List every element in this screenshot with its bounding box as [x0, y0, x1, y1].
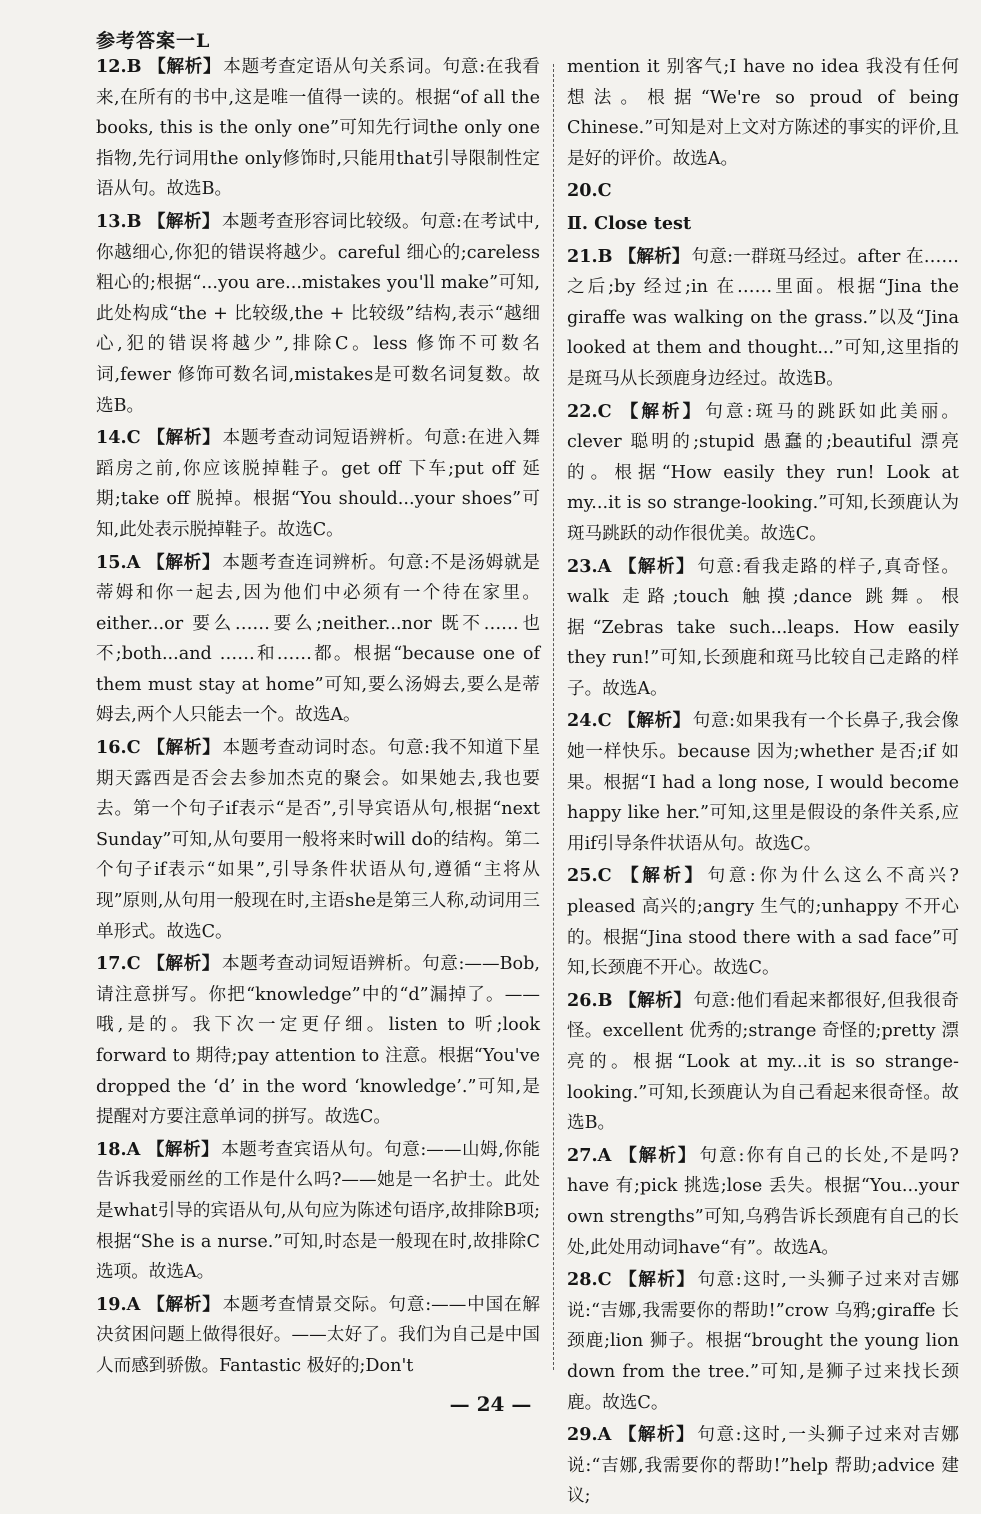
- answer-entry-13: [96, 207, 540, 421]
- entry-number: 18.: [96, 1138, 127, 1160]
- answer-entry-18: [96, 1135, 540, 1288]
- entry-answer: A: [126, 1293, 141, 1315]
- analysis-tag: 【解析】: [617, 555, 696, 577]
- entry-answer: C: [126, 427, 141, 449]
- entry-answer: C: [126, 737, 141, 759]
- entry-number: 21.: [567, 245, 598, 267]
- analysis-tag: 【解析】: [147, 210, 220, 232]
- entry-text: 本题考查定语从句关系词。句意:在我看来,在所有的书中,这是唯一值得一读的。根据“of all the books, this is the only one”可知先行词the only one指物,先行词用the only修饰时,只能用that引导限制性定语从句。故选B。: [96, 57, 540, 200]
- entry-number: 17.: [96, 953, 127, 975]
- entry-number: 14.: [96, 427, 127, 449]
- entry-number: 12.: [96, 56, 127, 77]
- entry-text: 句意:你有自己的长处,不是吗? have 有;pick 挑选;lose 丢失。根据“You...your own strengths”可知,乌鸦告诉长颈鹿有自己的长处,此处用动词have“有”。故选A。: [567, 1145, 959, 1258]
- analysis-tag: 【解析】: [146, 737, 221, 759]
- entry-text: 本题考查宾语从句。句意:——山姆,你能告诉我爱丽丝的工作是什么吗?——她是一名护士。此处是what引导的宾语从句,从句应为陈述句语序,故排除B项;根据“She is a nurse.”可知,时态是一般现在时,故排除C选项。故选A。: [96, 1139, 540, 1283]
- answer-entry-29: [567, 1420, 959, 1512]
- entry-number: 22.: [567, 400, 598, 422]
- answer-entry-20: [567, 176, 959, 207]
- column-divider: [553, 64, 554, 1370]
- entry-text: 本题考查动词短语辨析。句意:在进入舞蹈房之前,你应该脱掉鞋子。get off 下车;put off 延期;take off 脱掉。根据“You should...your shoes”可知,此处表示脱掉鞋子。故选C。: [96, 428, 540, 540]
- entry-answer: B: [126, 56, 142, 77]
- analysis-tag: 【解析】: [617, 400, 704, 422]
- analysis-tag: 【解析】: [146, 1293, 221, 1315]
- entry-text: 句意:如果我有一个长鼻子,我会像她一样快乐。because 因为;whether 是否;if 如果。根据“I had a long nose, I would become happy like her.”可知,这里是假设的条件关系,应用if引导条件状语从句。故选C。: [567, 711, 959, 854]
- analysis-tag: 【解析】: [147, 56, 222, 77]
- entry-number: 26.: [567, 989, 598, 1011]
- entry-answer: B: [597, 989, 613, 1011]
- analysis-tag: 【解析】: [146, 953, 220, 975]
- entry-answer: C: [597, 400, 612, 422]
- entry-answer: C: [126, 953, 141, 975]
- entry-number: 20.: [567, 180, 598, 202]
- analysis-tag: 【解析】: [617, 1144, 698, 1166]
- entry-answer: A: [597, 1424, 612, 1446]
- entry-number: 29.: [567, 1424, 598, 1446]
- answer-entry-17: [96, 949, 540, 1133]
- entry-number: 24.: [567, 710, 598, 732]
- entry-text: 句意:你为什么这么不高兴? pleased 高兴的;angry 生气的;unhappy 不开心的。根据“Jina stood there with a sad face”可知,长颈鹿不开心。故选C。: [567, 866, 959, 979]
- entry-text: 本题考查连词辨析。句意:不是汤姆就是蒂姆和你一起去,因为他们中必须有一个待在家里。either...or 要么……要么;neither...nor 既不……也不;both...and ……和……都。根据“because one of them must stay at home”可知,要么汤姆去,要么是蒂姆去,两个人只能去一个。故选A。: [96, 552, 540, 726]
- answer-entry-26: [567, 986, 959, 1139]
- left-column: [96, 52, 540, 1384]
- analysis-tag: 【解析】: [618, 989, 692, 1011]
- entry-number: 23.: [567, 555, 598, 577]
- entry-text: 句意:这时,一头狮子过来对吉娜说:“吉娜,我需要你的帮助!”crow 乌鸦;giraffe 长颈鹿;lion 狮子。根据“brought the young lion down from the tree.”可知,是狮子过来找长颈鹿。故选C。: [567, 1270, 959, 1413]
- entry-answer: A: [126, 1138, 141, 1160]
- analysis-tag: 【解析】: [618, 245, 690, 267]
- answer-entry-25: [567, 861, 959, 983]
- page-number: — 24 —: [449, 1392, 532, 1416]
- answer-entry-19-continued: mention it 别客气;I have no idea 我没有任何想法。根据“We're so proud of being Chinese.”可知是对上文对方陈述的事实的评价,且是好的评价。故选A。: [567, 57, 959, 169]
- answer-entry-16: [96, 733, 540, 947]
- answer-entry-12: [96, 52, 540, 205]
- answer-entry-24: [567, 706, 959, 859]
- entry-number: 25.: [567, 865, 598, 887]
- entry-number: 16.: [96, 737, 127, 759]
- entry-text: 句意:他们看起来都很好,但我很奇怪。excellent 优秀的;strange 奇怪的;pretty 漂亮的。根据“Look at my...it is so strange-looking.”可知,长颈鹿认为自己看起来很奇怪。故选B。: [567, 990, 959, 1134]
- answer-entry-19: [96, 1290, 540, 1382]
- entry-text: 本题考查情景交际。句意:——中国在解决贫困问题上做得很好。——太好了。我们为自己是中国人而感到骄傲。Fantastic 极好的;Don't: [96, 1294, 540, 1376]
- right-column: [567, 52, 959, 1514]
- entry-answer: B: [597, 245, 613, 267]
- entry-answer: C: [597, 710, 612, 732]
- section-title: Ⅱ. Close test: [567, 212, 692, 234]
- entry-number: 28.: [567, 1269, 598, 1291]
- answer-entry-22: [567, 397, 959, 550]
- answer-entry-23: [567, 552, 959, 705]
- answer-entry-21: [567, 242, 959, 395]
- entry-answer: C: [597, 180, 612, 202]
- answer-entry-27: [567, 1141, 959, 1263]
- page-header: 参考答案一L: [96, 30, 211, 52]
- entry-number: 27.: [567, 1144, 598, 1166]
- analysis-tag: 【解析】: [617, 710, 691, 732]
- entry-text: 句意:一群斑马经过。after 在……之后;by 经过;in 在……里面。根据“Jina the giraffe was walking on the grass.”以及“Jina looked at them and thought...”可知,这里指的是斑马从长颈鹿身边经过。故选B。: [567, 246, 959, 389]
- answer-entry-14: [96, 423, 540, 545]
- entry-answer: B: [126, 210, 142, 232]
- entry-answer: C: [597, 1269, 612, 1291]
- entry-answer: A: [126, 551, 141, 573]
- entry-text: 句意:斑马的跳跃如此美丽。clever 聪明的;stupid 愚蠢的;beautiful 漂亮的。根据“How easily they run! Look at my...it is so strange-looking.”可知,长颈鹿认为斑马跳跃的动作很优美。故选C。: [567, 401, 959, 544]
- entry-number: 13.: [96, 210, 127, 232]
- entry-answer: C: [597, 865, 612, 887]
- answer-entry-15: [96, 548, 540, 732]
- analysis-tag: 【解析】: [146, 1138, 220, 1160]
- entry-answer: A: [597, 555, 612, 577]
- analysis-tag: 【解析】: [146, 551, 221, 573]
- analysis-tag: 【解析】: [617, 865, 706, 887]
- entry-number: 19.: [96, 1293, 127, 1315]
- entry-text: 句意:这时,一头狮子过来对吉娜说:“吉娜,我需要你的帮助!”help 帮助;advice 建议;: [567, 1425, 959, 1507]
- entry-text: 本题考查动词短语辨析。句意:——Bob,请注意拼写。你把“knowledge”中的“d”漏掉了。——哦,是的。我下次一定更仔细。listen to 听;look forward to 期待;pay attention to 注意。根据“You've dropped the ‘d’ in the word ‘knowledge’.”可知,是提醒对方要注意单词的拼写。故选C。: [96, 954, 540, 1128]
- analysis-tag: 【解析】: [617, 1424, 696, 1446]
- entry-number: 15.: [96, 551, 127, 573]
- entry-text: 句意:看我走路的样子,真奇怪。walk 走路;touch 触摸;dance 跳舞。根据“Zebras take such...leaps. How easily they run!”可知,长颈鹿和斑马比较自己走路的样子。故选A。: [567, 556, 959, 699]
- entry-text: 本题考查动词时态。句意:我不知道下星期天露西是否会去参加杰克的聚会。如果她去,我也要去。第一个句子if表示“是否”,引导宾语从句,根据“next Sunday”可知,从句要用一般将来时will do的结构。第二个句子if表示“如果”,引导条件状语从句,遵循“主将从现”原则,从句用一般现在时,主语she是第三人称,动词用三单形式。故选C。: [96, 738, 540, 942]
- entry-text: 本题考查形容词比较级。句意:在考试中,你越细心,你犯的错误将越少。careful 细心的;careless 粗心的;根据“...you are...mistakes you'll make”可知,此处构成“the + 比较级,the + 比较级”结构,表示“越细心,犯的错误将越少”,排除C。less 修饰不可数名词,fewer 修饰可数名词,mistakes是可数名词复数。故选B。: [96, 211, 540, 416]
- entry-answer: A: [597, 1144, 612, 1166]
- analysis-tag: 【解析】: [617, 1269, 696, 1291]
- analysis-tag: 【解析】: [146, 427, 221, 449]
